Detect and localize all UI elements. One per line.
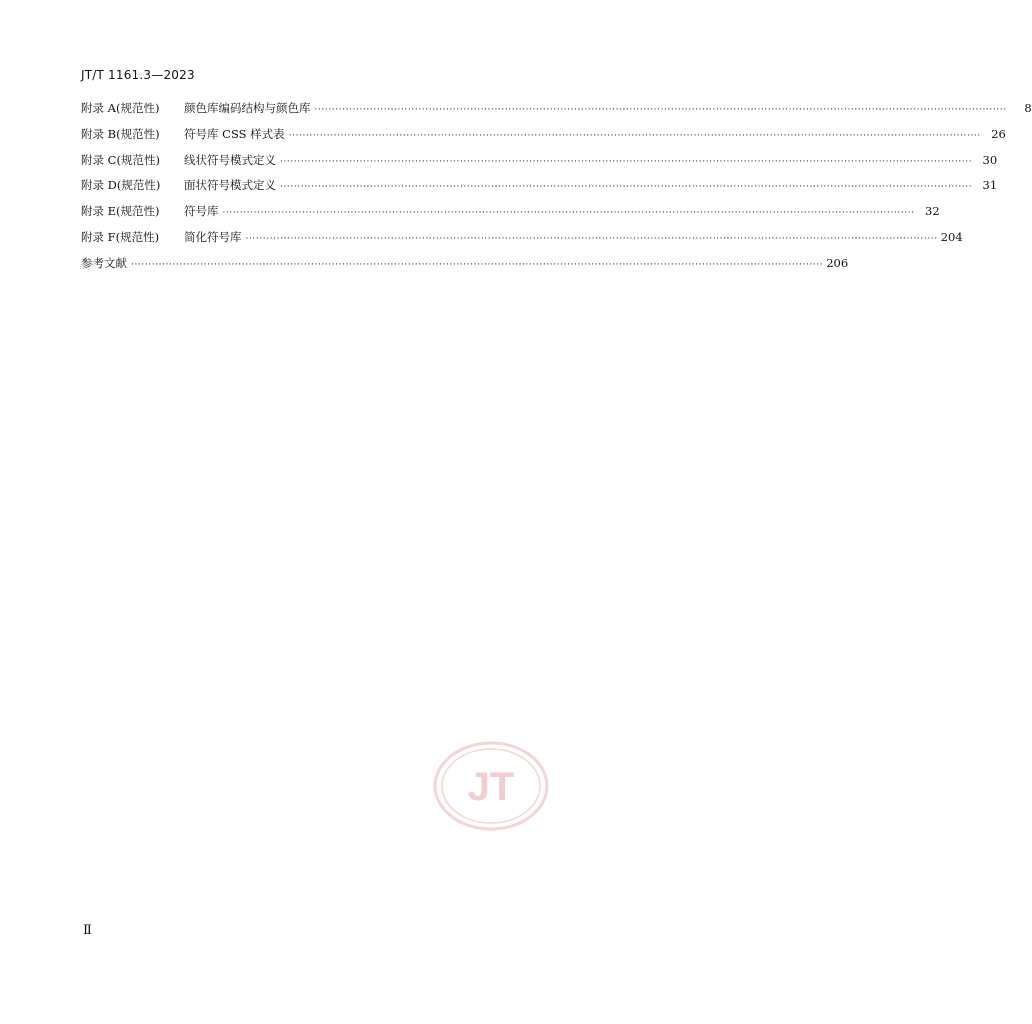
toc-entry-title: 简化符号库 [184, 229, 242, 244]
toc-entry-prefix: 附录 E(规范性) [81, 204, 160, 219]
toc-entry-page: 31 [982, 178, 998, 193]
document-code: JT/T 1161.3—2023 [81, 68, 195, 82]
toc-entry-prefix: 附录 F(规范性) [81, 229, 160, 244]
toc-entry-page: 204 [940, 229, 963, 244]
toc-entry-page: 26 [991, 126, 1006, 141]
toc-leader-dots: ········································································································································································································ [314, 105, 1007, 115]
toc-entry-title: 线状符号模式定义 [184, 152, 276, 167]
toc-entry-appendix-a[interactable] [81, 100, 1032, 126]
toc-entry-appendix-f[interactable] [81, 229, 963, 255]
toc-entry-appendix-b[interactable] [81, 126, 1006, 152]
jt-watermark-logo [432, 740, 550, 832]
page-number: Ⅱ [83, 923, 92, 938]
toc-entry-appendix-d[interactable] [81, 177, 998, 203]
toc-leader-dots: ········································································································································································································ [222, 208, 915, 219]
toc-entry-title: 参考文献 [81, 255, 127, 270]
toc-entry-page: 8 [1024, 101, 1032, 115]
toc-entry-prefix: 附录 D(规范性) [81, 178, 161, 193]
toc-entry-title: 符号库 CSS 样式表 [184, 126, 285, 141]
watermark-text: JT [467, 765, 515, 809]
toc-entry-page: 32 [925, 204, 940, 219]
toc-leader-dots: ········································································································································································································ [288, 130, 981, 141]
toc-entry-references[interactable] [81, 255, 849, 281]
toc-entry-title: 符号库 [184, 204, 219, 219]
toc-entry-title: 面状符号模式定义 [184, 178, 276, 193]
toc-leader-dots: ········································································································································································································ [131, 259, 824, 270]
toc-entry-prefix: 附录 C(规范性) [81, 152, 160, 167]
toc-entry-prefix: 附录 B(规范性) [81, 126, 160, 141]
toc-entry-appendix-c[interactable] [81, 152, 998, 178]
toc-leader-dots: ········································································································································································································ [245, 233, 938, 244]
toc-entry-prefix: 附录 A(规范性) [81, 101, 160, 115]
toc-leader-dots: ········································································································································································································ [280, 156, 973, 167]
table-of-contents [81, 100, 1032, 281]
toc-entry-page: 206 [826, 255, 849, 270]
toc-entry-page: 30 [982, 152, 998, 167]
toc-entry-title: 颜色库编码结构与颜色库 [184, 101, 311, 115]
toc-entry-appendix-e[interactable] [81, 203, 940, 229]
toc-leader-dots: ········································································································································································································ [280, 182, 973, 193]
